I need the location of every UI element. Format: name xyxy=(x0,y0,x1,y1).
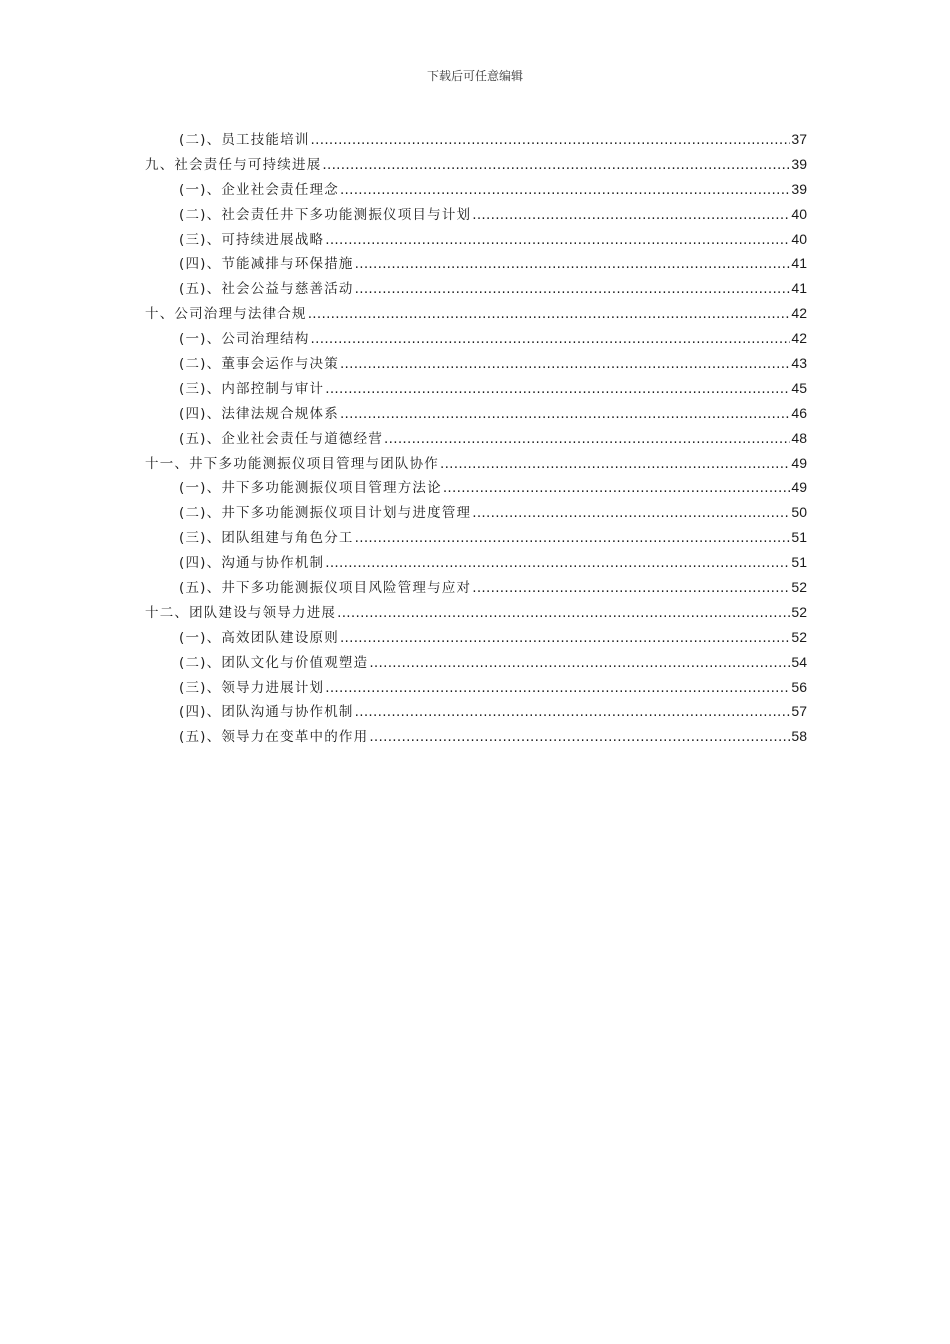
toc-entry[interactable] xyxy=(145,475,807,500)
toc-entry-page-number: 37 xyxy=(791,131,807,147)
toc-entry[interactable] xyxy=(145,426,807,451)
toc-entry[interactable] xyxy=(145,276,807,301)
toc-dot-leader xyxy=(355,252,791,277)
toc-dot-leader xyxy=(340,402,790,427)
toc-dot-leader xyxy=(337,601,790,626)
toc-dot-leader xyxy=(325,551,790,576)
toc-entry[interactable] xyxy=(145,177,807,202)
toc-dot-leader xyxy=(340,626,790,651)
toc-entry-page-number: 49 xyxy=(791,454,807,471)
toc-entry-page-number: 52 xyxy=(791,628,807,645)
toc-entry-title: (二)、董事会运作与决策 xyxy=(179,356,339,373)
toc-entry-title: (五)、井下多功能测振仪项目风险管理与应对 xyxy=(179,580,472,597)
page-header: 下载后可任意编辑 xyxy=(426,69,523,83)
toc-entry-title: (四)、团队沟通与协作机制 xyxy=(179,704,354,721)
toc-dot-leader xyxy=(308,302,791,327)
toc-entry[interactable] xyxy=(145,401,807,426)
toc-dot-leader xyxy=(355,700,791,725)
toc-entry-title: (二)、团队文化与价值观塑造 xyxy=(179,654,369,671)
toc-dot-leader xyxy=(369,651,790,676)
toc-entry-title: 十二、团队建设与领导力进展 xyxy=(145,604,337,621)
toc-dot-leader xyxy=(472,501,790,526)
toc-entry-page-number: 51 xyxy=(791,554,807,571)
toc-entry[interactable] xyxy=(145,376,807,401)
toc-entry-page-number: 48 xyxy=(791,429,807,446)
toc-entry-page-number: 43 xyxy=(791,355,807,372)
toc-entry[interactable] xyxy=(145,724,807,749)
table-of-contents xyxy=(145,127,807,749)
toc-entry[interactable] xyxy=(145,451,807,476)
toc-entry-title: (四)、沟通与协作机制 xyxy=(179,555,325,572)
toc-entry[interactable] xyxy=(145,127,807,152)
toc-entry-title: (一)、企业社会责任理念 xyxy=(179,181,339,198)
toc-entry[interactable] xyxy=(145,351,807,376)
toc-dot-leader xyxy=(340,178,790,203)
toc-entry-page-number: 52 xyxy=(791,579,807,596)
toc-entry-title: (一)、公司治理结构 xyxy=(179,331,310,348)
toc-entry[interactable] xyxy=(145,227,807,252)
toc-entry-title: (五)、社会公益与慈善活动 xyxy=(179,281,354,298)
toc-entry-page-number: 39 xyxy=(791,180,807,197)
toc-dot-leader xyxy=(355,526,791,551)
toc-entry-page-number: 54 xyxy=(791,653,807,670)
toc-entry-title: (一)、高效团队建设原则 xyxy=(179,629,339,646)
toc-entry-page-number: 41 xyxy=(791,280,807,297)
toc-dot-leader xyxy=(472,576,790,601)
toc-entry[interactable] xyxy=(145,550,807,575)
toc-entry-page-number: 45 xyxy=(791,379,807,396)
toc-entry-page-number: 56 xyxy=(791,678,807,695)
toc-entry-title: (三)、可持续进展战略 xyxy=(179,231,325,248)
toc-entry-page-number: 51 xyxy=(791,529,807,546)
toc-entry-page-number: 57 xyxy=(791,703,807,720)
toc-entry[interactable] xyxy=(145,699,807,724)
toc-entry-page-number: 40 xyxy=(791,230,807,247)
toc-entry[interactable] xyxy=(145,575,807,600)
toc-entry-title: (一)、井下多功能测振仪项目管理方法论 xyxy=(179,480,442,497)
toc-entry-title: (五)、企业社会责任与道德经营 xyxy=(179,430,384,447)
toc-entry[interactable] xyxy=(145,650,807,675)
toc-entry-title: 十、公司治理与法律合规 xyxy=(145,306,307,323)
toc-entry-page-number: 42 xyxy=(791,330,807,347)
toc-entry-page-number: 42 xyxy=(791,305,807,322)
toc-entry-title: (五)、领导力在变革中的作用 xyxy=(179,729,369,746)
toc-entry-page-number: 39 xyxy=(791,155,807,172)
toc-entry-title: (四)、法律法规合规体系 xyxy=(179,405,339,422)
toc-entry-title: (二)、井下多功能测振仪项目计划与进度管理 xyxy=(179,505,472,522)
toc-entry[interactable] xyxy=(145,301,807,326)
toc-entry-title: 九、社会责任与可持续进展 xyxy=(145,156,322,173)
toc-entry-page-number: 58 xyxy=(791,728,807,745)
toc-entry[interactable] xyxy=(145,675,807,700)
toc-entry-page-number: 40 xyxy=(791,205,807,222)
toc-entry-page-number: 52 xyxy=(791,603,807,620)
toc-dot-leader xyxy=(325,228,790,253)
toc-dot-leader xyxy=(311,128,791,153)
toc-dot-leader xyxy=(355,277,791,302)
toc-dot-leader xyxy=(322,153,790,178)
toc-entry[interactable] xyxy=(145,625,807,650)
toc-entry-title: (二)、社会责任井下多功能测振仪项目与计划 xyxy=(179,206,472,223)
toc-entry-page-number: 50 xyxy=(791,504,807,521)
toc-dot-leader xyxy=(325,676,790,701)
toc-dot-leader xyxy=(325,377,790,402)
toc-entry[interactable] xyxy=(145,500,807,525)
toc-entry[interactable] xyxy=(145,251,807,276)
toc-entry-title: 十一、井下多功能测振仪项目管理与团队协作 xyxy=(145,455,439,472)
toc-entry[interactable] xyxy=(145,525,807,550)
toc-entry[interactable] xyxy=(145,152,807,177)
toc-dot-leader xyxy=(440,452,790,477)
toc-entry-title: (三)、领导力进展计划 xyxy=(179,679,325,696)
toc-entry-page-number: 41 xyxy=(791,255,807,272)
toc-entry[interactable] xyxy=(145,202,807,227)
toc-dot-leader xyxy=(443,476,791,501)
toc-entry-title: (四)、节能减排与环保措施 xyxy=(179,256,354,273)
toc-entry-page-number: 46 xyxy=(791,404,807,421)
toc-entry[interactable] xyxy=(145,600,807,625)
toc-entry-title: (二)、员工技能培训 xyxy=(179,132,310,148)
toc-dot-leader xyxy=(311,327,791,352)
toc-dot-leader xyxy=(340,352,790,377)
toc-entry-page-number: 49 xyxy=(791,479,807,496)
toc-entry[interactable] xyxy=(145,326,807,351)
toc-entry-title: (三)、内部控制与审计 xyxy=(179,380,325,397)
toc-dot-leader xyxy=(369,725,790,750)
toc-dot-leader xyxy=(472,203,790,228)
toc-dot-leader xyxy=(384,427,790,452)
toc-entry-title: (三)、团队组建与角色分工 xyxy=(179,530,354,547)
